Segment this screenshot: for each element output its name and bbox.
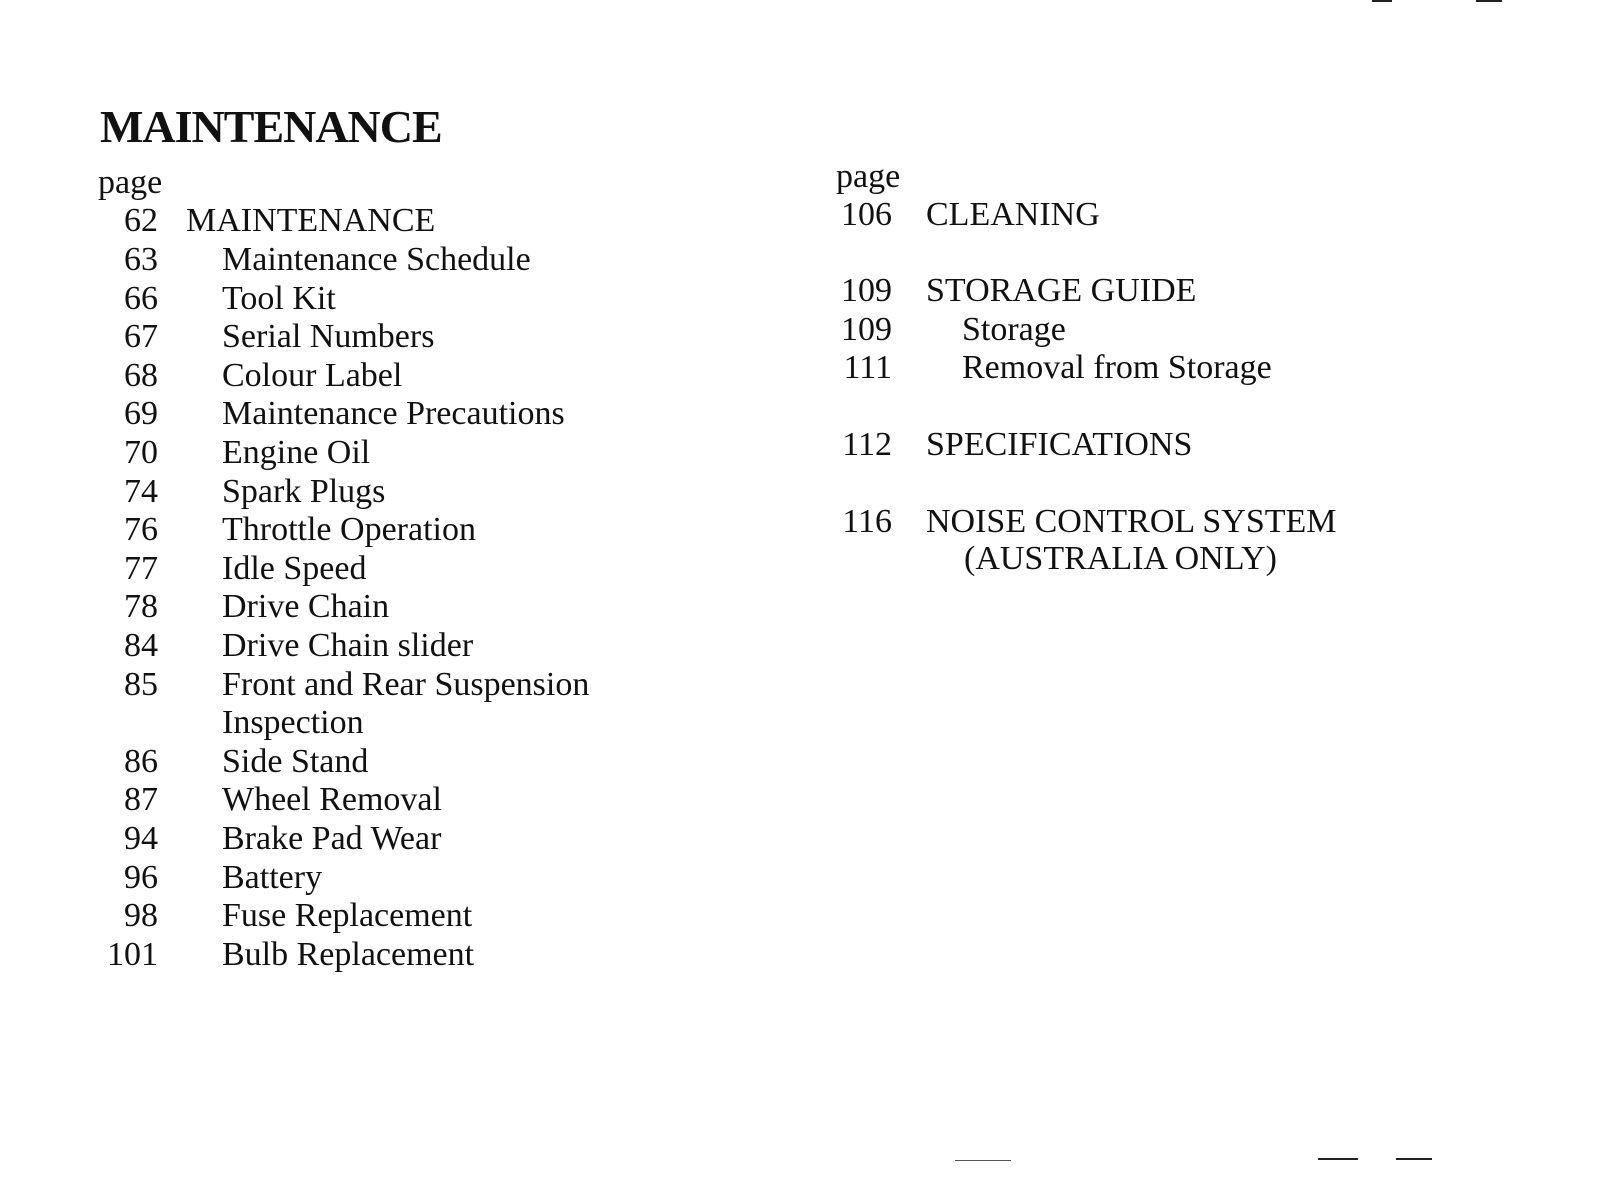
entry-title: Maintenance Precautions — [222, 395, 565, 432]
entry-title: Engine Oil — [222, 434, 371, 471]
page-number: 94 — [124, 820, 158, 857]
page-number: 87 — [124, 781, 158, 818]
entry-title: Drive Chain slider — [222, 627, 474, 664]
page-number: 66 — [124, 280, 158, 317]
scan-mark — [1318, 1158, 1358, 1160]
page-number: 109 — [841, 311, 892, 348]
entry-title: Tool Kit — [222, 280, 336, 317]
entry-title: SPECIFICATIONS — [926, 426, 1193, 463]
page-number: 62 — [124, 202, 158, 239]
scan-mark — [1396, 1158, 1432, 1160]
page-number: 77 — [124, 550, 158, 587]
scan-mark — [1372, 0, 1392, 2]
page-number: 106 — [841, 196, 892, 233]
entry-title: Removal from Storage — [962, 349, 1272, 386]
page-number: 67 — [124, 318, 158, 355]
page-number: 98 — [124, 897, 158, 934]
page-number: 112 — [842, 426, 892, 463]
scan-mark — [1476, 0, 1502, 2]
entry-title: Brake Pad Wear — [222, 820, 442, 857]
entry-title-continuation: (AUSTRALIA ONLY) — [964, 540, 1277, 577]
page-number: 85 — [124, 666, 158, 703]
page-number: 101 — [107, 936, 158, 973]
page-number: 111 — [843, 349, 892, 386]
entry-title-continuation: Inspection — [222, 704, 364, 741]
entry-title: Battery — [222, 859, 323, 896]
page-number: 69 — [124, 395, 158, 432]
entry-title: Drive Chain — [222, 588, 390, 625]
page-number: 84 — [124, 627, 158, 664]
entry-title: Throttle Operation — [222, 511, 476, 548]
page-number: 78 — [124, 588, 158, 625]
entry-title: MAINTENANCE — [186, 202, 436, 239]
page-number: 76 — [124, 511, 158, 548]
entry-title: Side Stand — [222, 743, 369, 780]
entry-title: Fuse Replacement — [222, 897, 473, 934]
page-number: 86 — [124, 743, 158, 780]
entry-title: Bulb Replacement — [222, 936, 475, 973]
entry-title: Colour Label — [222, 357, 403, 394]
page-heading: MAINTENANCE — [100, 101, 442, 152]
entry-title: STORAGE GUIDE — [926, 272, 1197, 309]
entry-title: Spark Plugs — [222, 473, 386, 510]
entry-title: Wheel Removal — [222, 781, 442, 818]
page-number: 96 — [124, 859, 158, 896]
entry-title: Serial Numbers — [222, 318, 435, 355]
entry-title: CLEANING — [926, 196, 1100, 233]
entry-title: Maintenance Schedule — [222, 241, 531, 278]
entry-title: Idle Speed — [222, 550, 367, 587]
page-column-label: page — [98, 164, 163, 201]
page-number: 74 — [124, 473, 158, 510]
page-number: 68 — [124, 357, 158, 394]
entry-title: Storage — [962, 311, 1066, 348]
entry-title: NOISE CONTROL SYSTEM — [926, 503, 1337, 540]
page-number: 116 — [842, 503, 892, 540]
page-number: 70 — [124, 434, 158, 471]
entry-title: Front and Rear Suspension — [222, 666, 590, 703]
page-number: 109 — [841, 272, 892, 309]
page-column-label: page — [836, 158, 901, 195]
scan-mark — [955, 1160, 1011, 1161]
page-number: 63 — [124, 241, 158, 278]
